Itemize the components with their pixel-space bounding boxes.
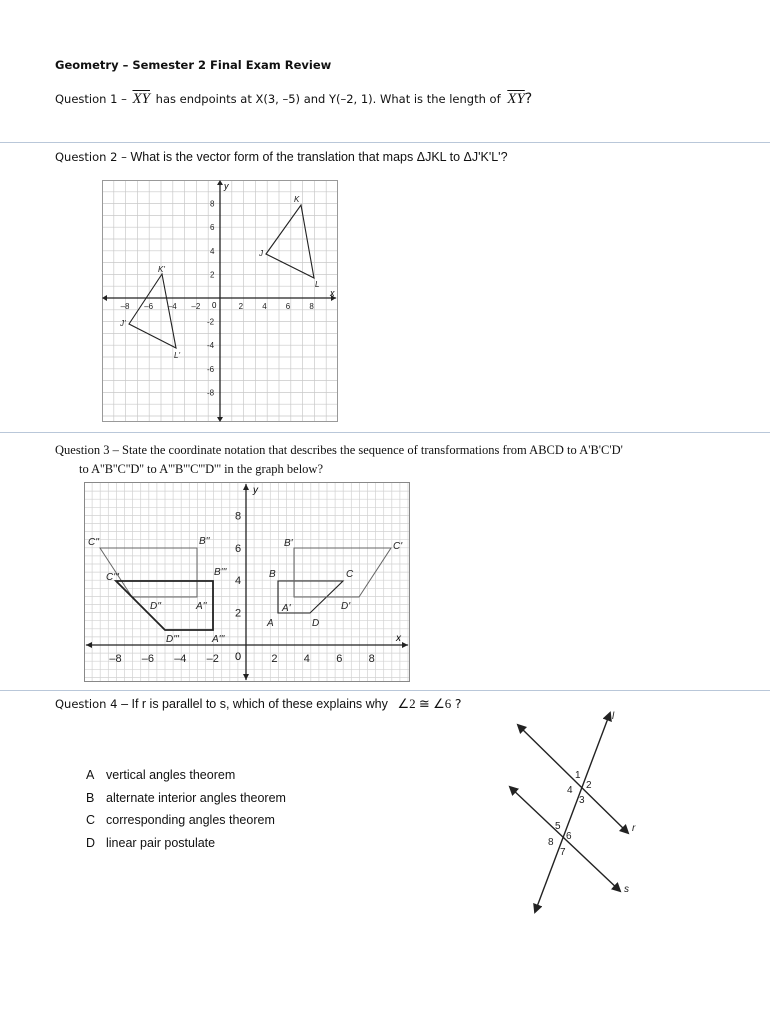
y-tick-label: 2 xyxy=(235,607,242,620)
q2-prefix: Question 2 – xyxy=(55,150,127,164)
angle-7: 7 xyxy=(560,847,566,858)
q3-x-label: x xyxy=(396,633,401,644)
label-d-prime: D' xyxy=(341,601,351,612)
y-tick-label: 4 xyxy=(235,575,242,588)
triangle-jkl xyxy=(266,205,314,278)
label-c-double-prime: C'' xyxy=(88,537,100,548)
q3-y-arrow xyxy=(243,484,249,490)
label-a: A xyxy=(267,618,274,629)
label-j-prime: J' xyxy=(120,319,126,328)
q2-graph xyxy=(102,180,338,422)
choice-text: linear pair postulate xyxy=(106,835,216,850)
page-title: Geometry – Semester 2 Final Exam Review xyxy=(55,58,332,72)
q2-text: What is the vector form of the translation that maps ΔJKL to ΔJ'K'L'? xyxy=(130,150,508,164)
x-tick-label: 6 xyxy=(285,302,291,311)
label-k: K xyxy=(294,195,300,204)
x-tick-label: –2 xyxy=(191,302,201,311)
angle-6: 6 xyxy=(566,831,572,842)
angle-1: 1 xyxy=(575,770,581,781)
y-tick-label: 4 xyxy=(210,246,215,256)
choice-text: corresponding angles theorem xyxy=(106,813,275,827)
label-k-prime: K' xyxy=(158,265,165,274)
choice-d[interactable] xyxy=(86,832,286,855)
choice-text: alternate interior angles theorem xyxy=(106,790,286,805)
q4-math: ∠2 ≅ ∠6 xyxy=(397,696,452,711)
label-b-double-prime: B'' xyxy=(199,536,210,547)
separator xyxy=(0,690,770,691)
quad-abcd-prime xyxy=(294,548,391,597)
x-tick-label: 4 xyxy=(262,302,267,311)
label-l: l xyxy=(612,711,615,722)
choice-letter: A xyxy=(86,768,95,782)
q2-y-label: y xyxy=(224,181,229,191)
label-l: L xyxy=(315,280,320,289)
x-tick-label: –8 xyxy=(109,653,122,665)
y-tick-label: -6 xyxy=(207,364,215,374)
y-tick-label: 6 xyxy=(210,223,215,233)
q3-line-2: to A''B''C''D'' to A'''B'''C'''D''' in the graph below? xyxy=(79,462,323,476)
y-tick-label: 6 xyxy=(235,542,242,555)
q1-prefix: Question 1 – xyxy=(55,92,127,106)
question-3 xyxy=(55,441,623,479)
q3-origin: 0 xyxy=(235,651,242,663)
q4-end: ? xyxy=(454,696,462,711)
label-b: B xyxy=(269,569,276,580)
choice-b[interactable] xyxy=(86,787,286,810)
x-tick-label: –2 xyxy=(206,653,219,665)
x-tick-label: 8 xyxy=(368,653,375,665)
angle-8: 8 xyxy=(548,837,554,848)
label-a-prime: A' xyxy=(282,603,291,614)
separator xyxy=(0,432,770,433)
x-tick-label: 2 xyxy=(271,653,278,665)
question-1 xyxy=(55,91,532,108)
x-tick-label: 8 xyxy=(309,302,314,311)
line-r xyxy=(518,725,628,833)
y-tick-label: 2 xyxy=(210,270,215,280)
q1-segment: $\overline{XY}$ xyxy=(132,91,150,107)
choice-c[interactable] xyxy=(86,809,286,832)
x-tick-label: –8 xyxy=(120,302,130,311)
label-l-prime: L' xyxy=(174,351,180,360)
q4-prefix: Question 4 xyxy=(55,697,118,711)
choice-letter: D xyxy=(86,835,96,850)
label-d: D xyxy=(312,618,320,629)
line-s xyxy=(510,787,620,891)
x-tick-label: –6 xyxy=(144,302,154,311)
label-b-prime: B' xyxy=(284,538,293,549)
angle-5: 5 xyxy=(555,821,561,832)
separator xyxy=(0,142,770,143)
y-tick-label: -4 xyxy=(207,341,215,351)
label-d-double-prime: D'' xyxy=(150,601,162,612)
q3-line-1: Question 3 – State the coordinate notation that describes the sequence of transformations from ABCD to A'B'C'D' xyxy=(55,443,623,457)
q3-grid xyxy=(85,483,409,681)
angle-4: 4 xyxy=(567,785,573,796)
question-4 xyxy=(55,696,462,712)
transversal-l xyxy=(535,713,610,912)
x-tick-label: –4 xyxy=(167,302,177,311)
q4-text: – If r is parallel to s, which of these explains why xyxy=(121,697,388,711)
choice-letter: C xyxy=(86,813,96,827)
choice-letter: B xyxy=(86,790,95,805)
x-tick-label: –6 xyxy=(141,653,155,665)
q1-end: ? xyxy=(524,91,533,107)
x-tick-label: 2 xyxy=(238,302,244,311)
x-tick-label: 4 xyxy=(303,653,310,665)
angle-3: 3 xyxy=(579,795,585,806)
label-a-double-prime: A'' xyxy=(196,601,207,612)
label-b-triple-prime: B''' xyxy=(214,567,227,578)
q3-y-arrow-down xyxy=(243,674,249,680)
label-c-prime: C' xyxy=(393,541,403,552)
x-tick-label: 6 xyxy=(336,653,343,665)
q3-y-label: y xyxy=(253,485,258,496)
label-j: J xyxy=(259,249,263,258)
label-s: s xyxy=(624,884,629,895)
y-tick-label: -2 xyxy=(207,317,215,327)
q1-segment-end: $\overline{XY}$ xyxy=(507,91,525,107)
y-tick-label: 8 xyxy=(210,199,215,209)
q3-x-arrow-left xyxy=(86,642,92,648)
choice-a[interactable] xyxy=(86,764,286,787)
label-c-triple-prime: C''' xyxy=(106,572,119,583)
label-d-triple-prime: D''' xyxy=(166,634,179,645)
label-a-triple-prime: A''' xyxy=(212,634,225,645)
q2-x-label: x xyxy=(330,288,335,298)
x-tick-label: –4 xyxy=(174,653,187,665)
triangle-jkl-prime xyxy=(129,274,176,348)
q4-choices xyxy=(86,764,286,854)
label-c: C xyxy=(346,569,354,580)
label-r: r xyxy=(632,823,636,834)
q3-frame xyxy=(85,483,410,682)
choice-text: vertical angles theorem xyxy=(106,768,236,782)
y-tick-label: 8 xyxy=(235,510,242,523)
q4-figure xyxy=(500,705,650,920)
q3-x-arrow xyxy=(402,642,408,648)
q2-origin: 0 xyxy=(212,301,217,310)
q1-text: has endpoints at X(3, –5) and Y(–2, 1). What is the length of xyxy=(155,92,501,106)
angle-2: 2 xyxy=(586,780,592,791)
q3-graph xyxy=(84,482,410,682)
question-2 xyxy=(55,150,508,164)
y-tick-label: -8 xyxy=(207,388,215,398)
